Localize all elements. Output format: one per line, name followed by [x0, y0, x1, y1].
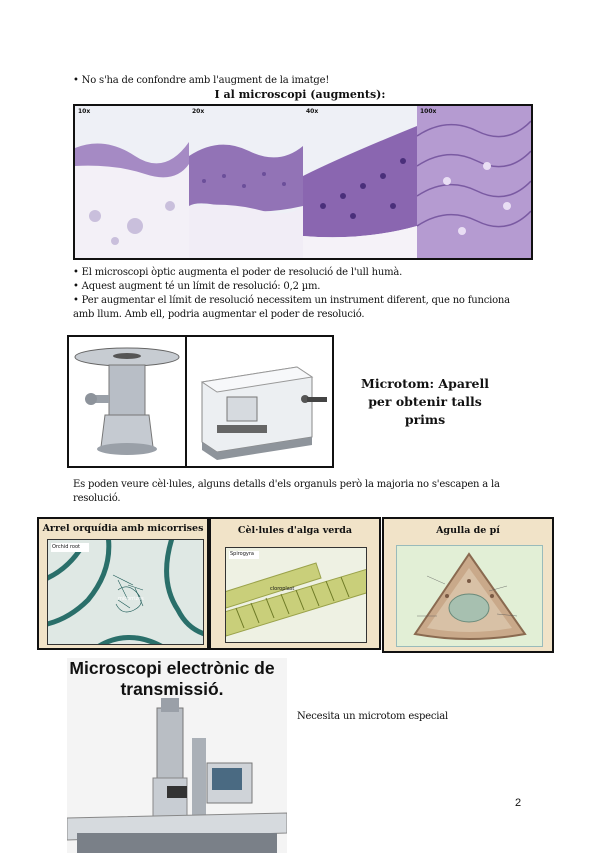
card-pine-title: Agulla de pí	[436, 525, 500, 536]
mag-label-20x: 20x	[192, 108, 205, 115]
mag-label-100x: 100x	[420, 108, 437, 115]
microtome-figure	[67, 335, 334, 468]
rotary-microtome-image	[187, 337, 332, 466]
tem-title: Microscopi electrònic de transmissió.	[69, 658, 275, 699]
card-pine-needle	[382, 517, 554, 653]
orchid-root-photo	[47, 539, 204, 645]
bullet-2: • Aquest augment té un límit de resolució: 0,2 µm.	[73, 281, 321, 292]
mag-label-40x: 40x	[306, 108, 319, 115]
hand-microtome-image	[69, 337, 185, 466]
tem-note: Necesita un microtom especial	[297, 711, 449, 722]
bullet-1: • El microscopi òptic augmenta el poder de resolució de l'ull humà.	[73, 267, 403, 278]
card-algae-title: Cèl·lules d'alga verda	[237, 525, 353, 536]
spirogyra-micrograph	[226, 548, 366, 642]
cells-text: Es poden veure cèl·lules, alguns detalls d'els organuls però la majoria no s'escapen a la resolució.	[73, 479, 500, 504]
bullet-3: • Per augmentar el límit de resolució necessitem un instrument diferent, que no funciona amb llum. Amb ell, podria augmentar el poder de resolució.	[73, 295, 510, 320]
orchid-root-micrograph	[48, 540, 203, 644]
tissue-10x	[75, 106, 189, 258]
orchid-annotation: micorrizes	[118, 596, 144, 602]
magnification-figure	[73, 104, 533, 260]
card-orchid-root	[37, 517, 209, 650]
microtom-label: Microtom: Aparell per obtenir talls prims	[361, 376, 489, 427]
orchid-photo-label: Orchid root	[52, 544, 80, 550]
pine-needle-cross-section	[397, 546, 542, 646]
pine-needle-photo	[396, 545, 543, 647]
intro-bullet: • No s'ha de confondre amb l'augment de la imatge!	[73, 75, 330, 86]
algae-photo-label: Spirogyra	[230, 551, 254, 557]
tissue-40x	[303, 106, 417, 258]
card-green-algae	[209, 517, 381, 650]
algae-photo	[225, 547, 367, 643]
microscope-title: I al microscopi (augments):	[214, 88, 386, 101]
resolution-bullets	[73, 266, 533, 322]
mag-label-10x: 10x	[78, 108, 91, 115]
tissue-20x	[189, 106, 303, 258]
algae-annotation: cloroplast	[270, 586, 295, 592]
tem-figure	[67, 658, 287, 853]
tissue-100x	[417, 106, 531, 258]
page-number: 2	[515, 797, 522, 809]
card-orchid-title: Arrel orquídia amb micorrises	[42, 523, 204, 534]
